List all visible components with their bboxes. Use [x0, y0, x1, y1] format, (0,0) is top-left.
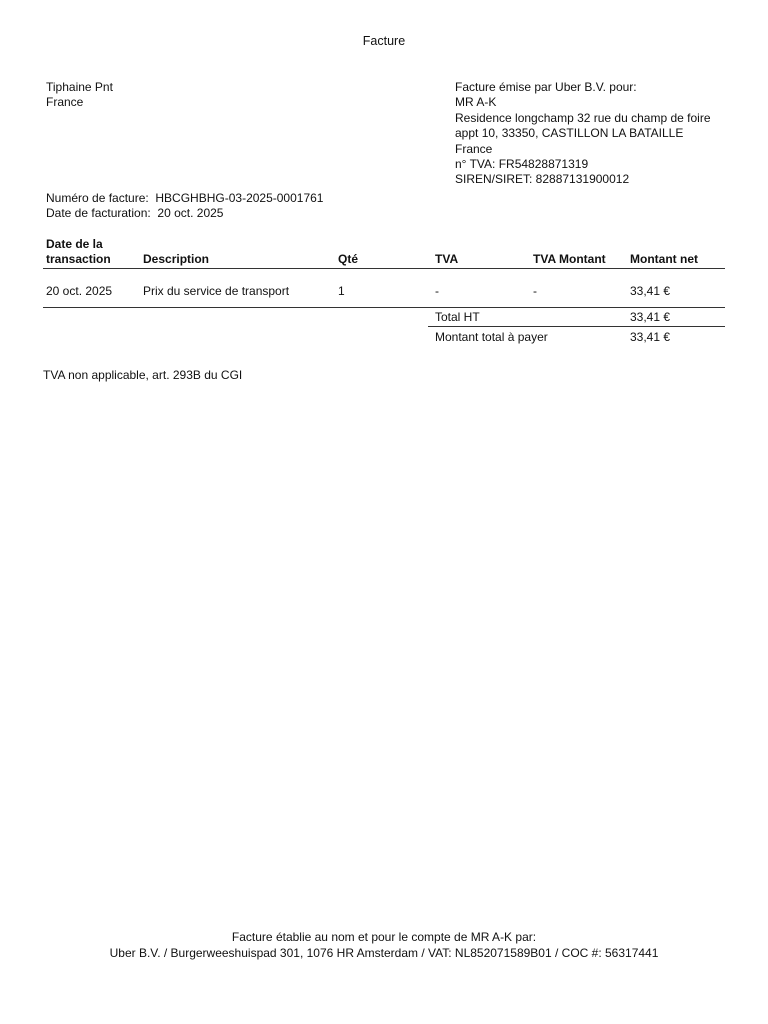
invoice-number-label: Numéro de facture: — [46, 191, 149, 205]
row-tva: - — [435, 284, 439, 298]
total-due-value: 33,41 € — [630, 330, 671, 344]
row-qty: 1 — [338, 284, 345, 298]
issuer-block — [455, 80, 711, 188]
issuer-line: France — [455, 141, 493, 156]
issuer-line: n° TVA: FR54828871319 — [455, 156, 589, 171]
rows-divider — [43, 307, 725, 308]
customer-name: Tiphaine Pnt — [46, 80, 113, 94]
invoice-number-value: HBCGHBHG-03-2025-0001761 — [155, 191, 324, 205]
customer-country: France — [46, 95, 84, 110]
invoice-number-row — [46, 191, 323, 206]
header-date-line1: Date de la — [46, 237, 103, 251]
header-tva-amount: TVA Montant — [533, 252, 606, 266]
header-tva: TVA — [435, 252, 459, 266]
document-title: Facture — [362, 34, 406, 48]
total-due-label: Montant total à payer — [435, 330, 548, 344]
tva-note: TVA non applicable, art. 293B du CGI — [43, 368, 243, 382]
customer-block — [46, 80, 113, 111]
issuer-line: appt 10, 33350, CASTILLON LA BATAILLE — [455, 126, 684, 141]
row-tva-amount: - — [533, 284, 537, 298]
issuer-line: Residence longchamp 32 rue du champ de foire — [455, 110, 711, 125]
header-net-amount: Montant net — [630, 252, 698, 266]
row-description: Prix du service de transport — [143, 284, 290, 298]
invoice-date-label: Date de facturation: — [46, 206, 151, 221]
issuer-line: Facture émise par Uber B.V. pour: — [455, 80, 637, 94]
header-qty: Qté — [338, 252, 359, 266]
invoice-date-row — [46, 206, 323, 221]
header-date — [46, 237, 111, 267]
row-net-amount: 33,41 € — [630, 284, 671, 298]
header-date-line2: transaction — [46, 252, 111, 266]
invoice-meta — [46, 191, 323, 222]
totals-divider — [428, 326, 725, 327]
total-ht-value: 33,41 € — [630, 310, 671, 324]
issuer-line: MR A-K — [455, 95, 497, 110]
header-description: Description — [143, 252, 210, 266]
issuer-line: SIREN/SIRET: 82887131900012 — [455, 172, 630, 187]
footer-line2: Uber B.V. / Burgerweeshuispad 301, 1076 HR Amsterdam / VAT: NL852071589B01 / COC #: 56317441 — [109, 946, 659, 960]
row-date: 20 oct. 2025 — [46, 284, 113, 298]
header-divider — [43, 268, 725, 269]
total-ht-label: Total HT — [435, 310, 480, 324]
footer-line1: Facture établie au nom et pour le compte de MR A-K par: — [231, 930, 537, 944]
invoice-date-value: 20 oct. 2025 — [157, 206, 224, 221]
